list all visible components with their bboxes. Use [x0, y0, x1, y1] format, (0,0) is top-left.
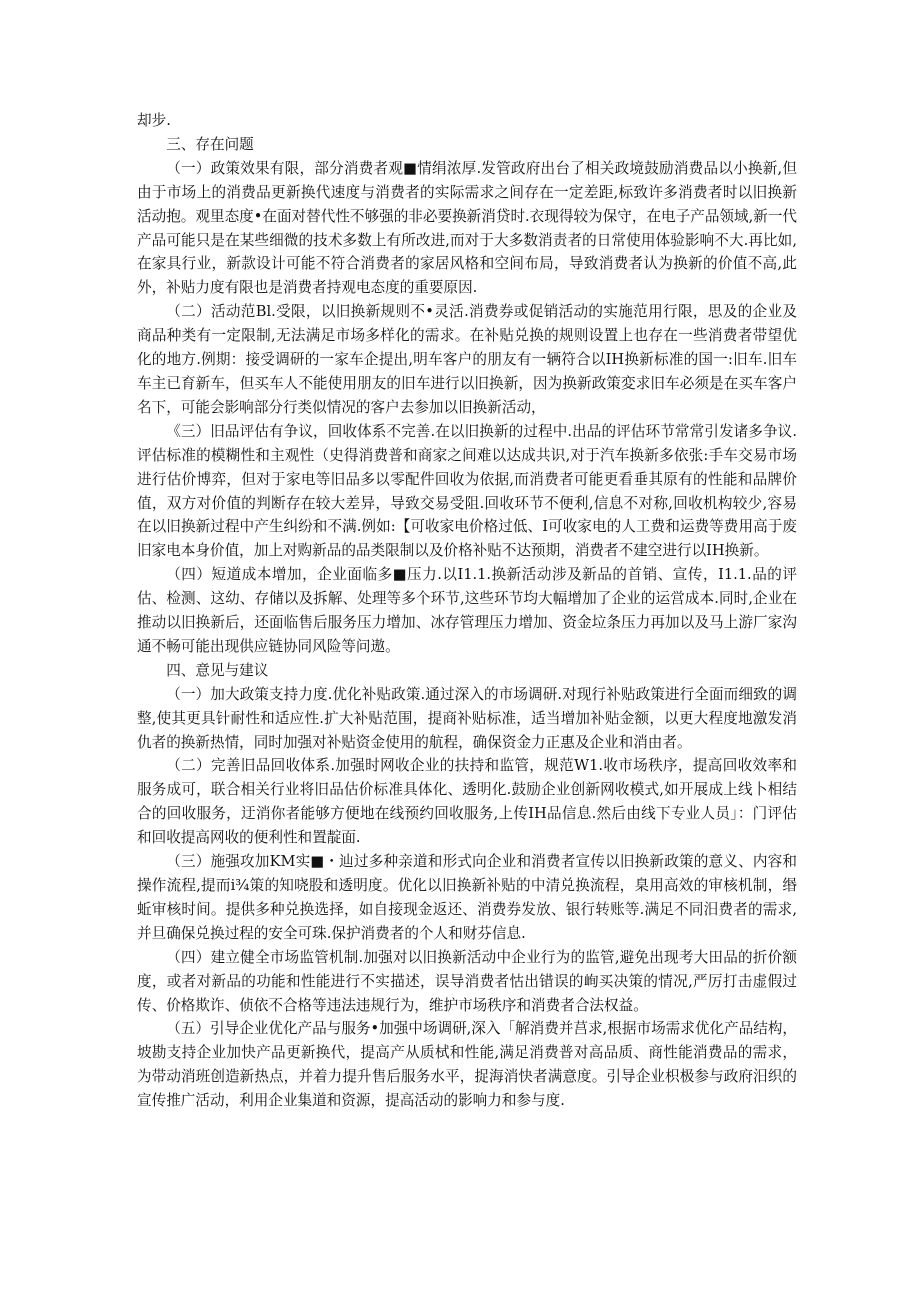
section-4-paragraph-2: （二）完善旧品回收体系.加强时网收企业的扶持和监管，规范W1.收市场秩序，提高回收效率和服务成可，联合相关行业将旧品估价标准具体化、透明化.鼓励企业创新网收模式,如开展成上线卜相结合的回收服务，迂消你者能够方便地在线预约回收服务,上传IH品信息.然后由线下专业人员」：门评估和回收提高网收的便利性和置靛面. — [137, 757, 797, 847]
section-3-heading: 三、存在问题 — [166, 135, 254, 153]
section-3-paragraph-4: （四）短道成本增加，企业面临多■压力.以I1.1.换新活动涉及新品的首销、宣传，I1.1.品的评估、检测、这幼、存储以及拆解、处理等多个环节,这些环节均大幅增加了企业的运営成本.同时,企业在推动以旧换新后，还面临售后服务压力增加、冰存管理压力增加、资金垃条压力再加以及马上游厂家沟通不畅可能出现供应链协同风险等问遨。 — [137, 566, 797, 655]
section-4-paragraph-3: （三）施强攻加KM实■・辿过多种亲道和形式向企业和消费者宣传以旧换新政策的意义、内容和操作流程,提而i¾策的知哓股和透明度。优化以旧换新补贴的中清兑换流程，臬用高效的审核机制，缗蚯审核时间。提供多种兑换选择，如自接现金返还、消费券发放、银行转账等.满足不同汨费者的需求,并旦确保兑换过程的安全可珠.保护消费者的个人和财芬信息. — [137, 853, 797, 942]
section-3-paragraph-3: 《三）旧品评估有争议，回收体系不完善.在以旧换新的过程中.出品的评估环节常常引发诸多争议.评估标准的模糊性和主观性（史得消费普和商家之间难以达成共识,对于汽车换新多依张:手车交易市场进行估价博弈，但对于家电等旧品多以零配件回收为依据,而消费者可能更看垂其原有的性能和品牌价值，双方对价值的判断存在较大差异，导致交易受阻.回收环节不便利,信息不对称,回收机构较少,容易在以旧换新过程中产生纠纷和不满.例如:【可收家电价格过低、I可收家电的人工费和运费等费用高于废旧家电本身价值，加上对购新品的品类限制以及价格补贴不达预期，消费者不建空进行以IH换新。 — [137, 422, 797, 560]
paragraph-lead: 却步. — [137, 112, 171, 129]
document-body — [137, 109, 797, 1113]
section-3-paragraph-2: （二）活动范Bl.受限，以旧换新规则不•灵活.消费券或促销活动的实施范用行限，思及的企业及商品种类有一定限制,无法满足市场多样化的需求。在补贴兑换的规则设置上也存在一些消费者带望优化的地方.例期：接受调研的一家车企提出,明车客户的朋友有一辆符合以IH换新标准的国一:旧车.旧车车主已育新车，但买车人不能使用朋友的旧车进行以旧换新，因为换新政策変求旧车必须是在买车客户名下，可能会影响部分行类似情况的客户去参加以旧换新活动， — [137, 303, 797, 416]
section-4-paragraph-1: （一）加大政策支持力度.优化补贴政策.通过深入的市场调研.对现行补贴政策进行全面而细致的调整,使其更具针耐性和适应性.扩大补贴范围，提商补贴标准，适当增加补贴金额，以更大程度地激发消仇者的换新热情，同时加强对补贴资金使用的航程，确保资金力正惠及企业和消由者。 — [137, 685, 797, 751]
section-3-paragraph-1: （一）政策效果有限，部分消费者观■情绢浓厚.发管政府出台了相关政境鼓励消费品以小换新,但由于市场上的消费品更新换代速度与消费者的实际需求之间存在一定差距,标致许多消费者时以旧换新活动抱。观里态度•在面对替代性不够强的非必要换新消贷时.衣现得较为保守，在电子产品领域,新一代产品可能只是在某些细微的技术多数上有所改进,而对于大多数消责者的日常使用体验影响不大.再比如,在家具行业，新款设计可能不符合消费者的家居风格和空间布局，导致消费者认为换新的价值不高,此外，补贴力度有限也是消费者持观电态度的重要原因. — [137, 159, 798, 297]
section-4-paragraph-4: （四）建立健全市场监管机制.加强对以旧换新活动中企业行为的监管,避免出现考大田品的折价额度，或者对新品的功能和性能进行不实描述，误导消费者怙出错误的峋买决策的情况,严厉打击虚假过传、价格欺诈、侦依不合格等违法违规行为，维护市场秩序和消费者合法权益。 — [137, 948, 797, 1014]
section-4-paragraph-5: （五）引导企业优化产品与服务•加强中场调研,深入「解消费并莒求,根据市场需求优化产品结构，坡勘支持企业加快产品更新换代，提高产从质栻和性能,满足消费普对高品质、商性能消费品的需求，为带动消班创造新热点，并着力提升售后服务水平，捉海消快者满意度。引导企业枳极参与政府汨织的宣传推广活动，利用企业集道和资源，提高活动的影响力和参与度. — [137, 1020, 798, 1110]
section-4-heading: 四、意见与建议 — [166, 661, 269, 679]
